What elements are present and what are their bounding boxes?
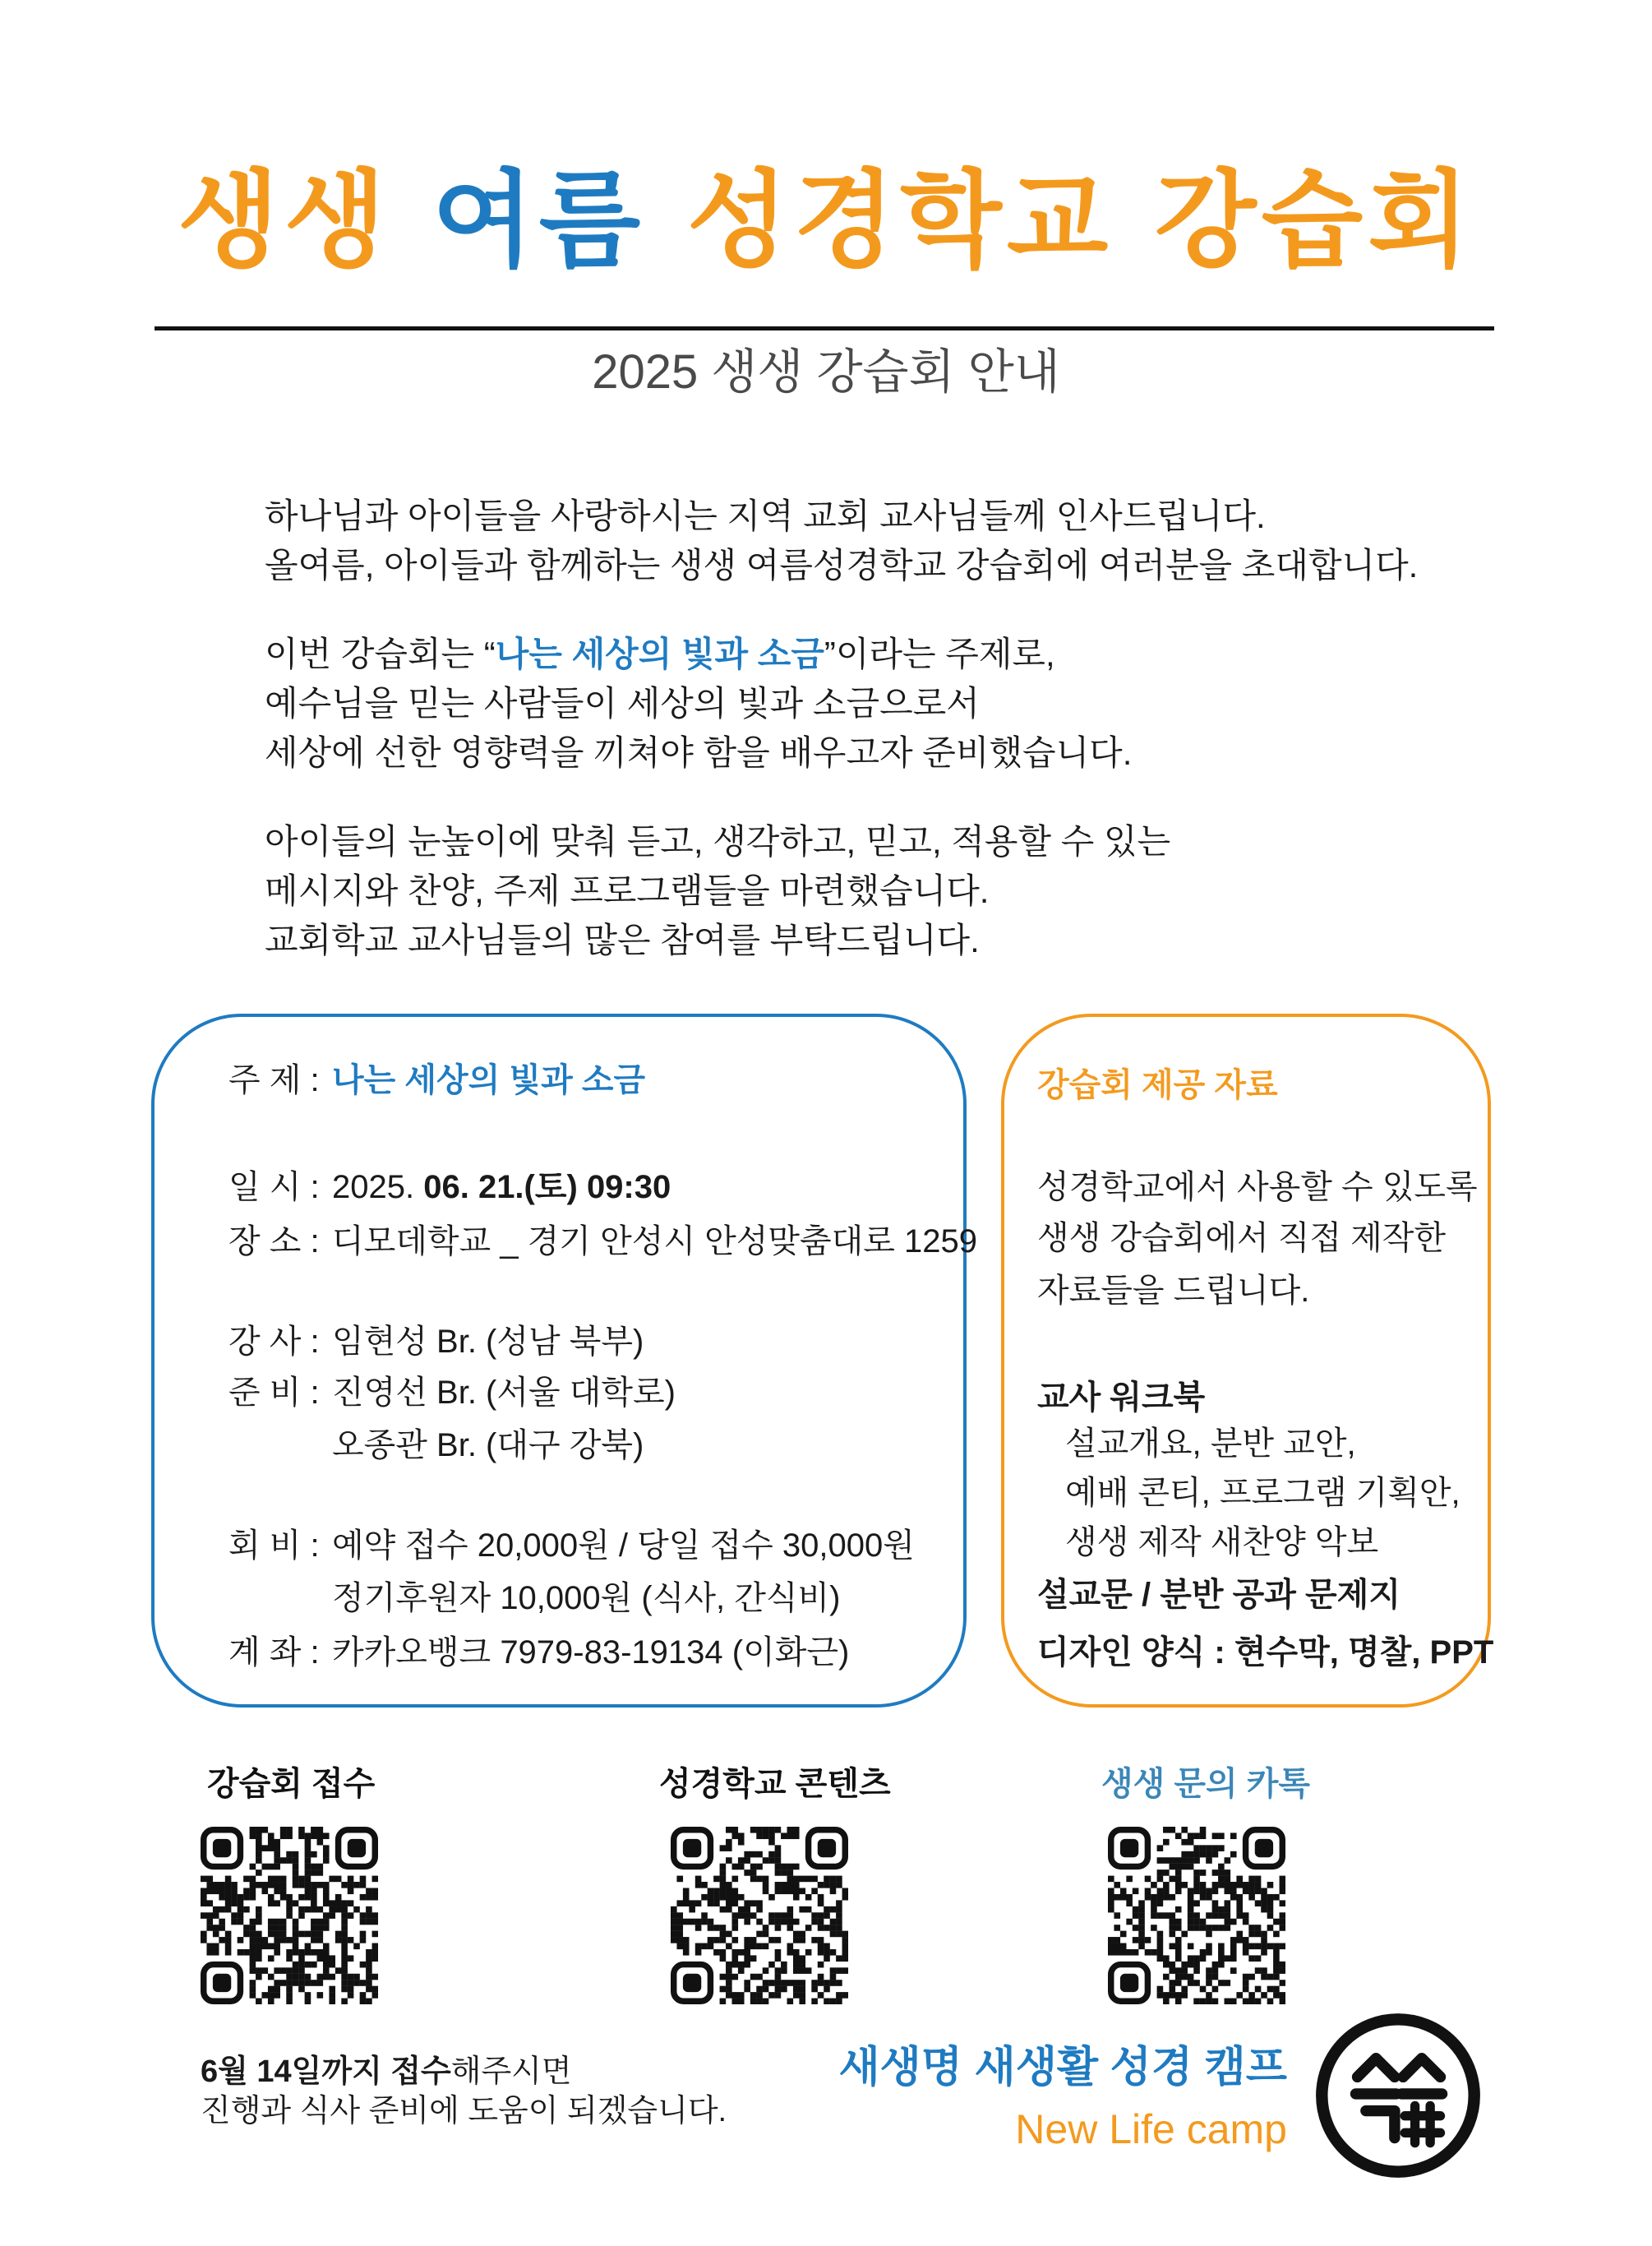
materials-workbook-item: 예배 콘티, 프로그램 기획안, [1065,1475,1460,1511]
title-divider [155,326,1494,330]
info-place-value: 디모데학교 _ 경기 안성시 안성맞춤대로 1259 [332,1223,978,1259]
info-fee-value1: 예약 접수 20,000원 / 당일 접수 30,000원 [332,1527,915,1564]
page-subtitle: 2025 생생 강습회 안내 [592,345,1060,399]
info-prep-label: 준 비 : [228,1375,320,1411]
qr-code-registration[interactable] [201,1827,378,2004]
intro-line: 세상에 선한 영향력을 끼쳐야 함을 배우고자 준비했습니다. [265,733,1133,772]
materials-workbook-item: 생생 제작 새찬양 악보 [1065,1524,1379,1560]
camp-logo-icon [1313,2011,1483,2180]
note-deadline: 6월 14일까지 접수 [201,2054,451,2089]
info-fee-value2: 정기후원자 10,000원 (식사, 간식비) [332,1580,841,1616]
info-place-label: 장 소 : [228,1223,320,1259]
materials-desc: 성경학교에서 사용할 수 있도록 [1037,1169,1478,1205]
camp-name-en: New Life camp [1015,2106,1287,2152]
info-date-value: 06. 21.(토) 09:30 [414,1169,671,1205]
info-place [228,1222,977,1261]
page-title [0,159,1652,282]
intro-theme-highlight: 나는 세상의 빛과 소금 [495,635,824,673]
info-theme-value: 나는 세상의 빛과 소금 [332,1062,646,1098]
materials-workbook-item: 설교개요, 분반 교안, [1065,1426,1356,1462]
info-speaker [228,1322,644,1361]
info-speaker-value: 임현성 Br. (성남 북부) [332,1324,644,1360]
materials-design-item: 디자인 양식 : 현수막, 명찰, PPT [1037,1634,1494,1671]
info-fee-label: 회 비 : [228,1527,320,1564]
info-theme-label: 주 제 : [228,1062,320,1098]
title-part2: 여름 [431,159,646,282]
intro-letter [265,492,1497,1005]
info-date [228,1167,671,1207]
intro-line: 예수님을 믿는 사람들이 세상의 빛과 소금으로서 [265,684,980,723]
intro-paragraph-1 [265,492,1497,590]
info-account-label: 계 좌 : [228,1634,320,1671]
note-line1-rest: 해주시면 [450,2054,572,2089]
info-theme [228,1061,645,1100]
qr-code-kakao[interactable] [1108,1827,1285,2004]
intro-line: 하나님과 아이들을 사랑하시는 지역 교회 교사님들께 인사드립니다. [265,497,1266,535]
camp-name: 새생명 새생활 성경 캠프 [838,2044,1287,2091]
intro-line: 메시지와 찬양, 주제 프로그램들을 마련했습니다. [265,871,990,910]
intro-theme-post: ”이라는 주제로, [824,635,1055,673]
info-speaker-label: 강 사 : [228,1324,320,1360]
materials-workbook-title: 교사 워크북 [1037,1379,1206,1416]
registration-note [201,2054,572,2091]
note-line2: 진행과 식사 준비에 도움이 되겠습니다. [201,2094,727,2128]
info-account-value: 카카오뱅크 7979-83-19134 (이화근) [332,1634,850,1671]
intro-line: 올여름, 아이들과 함께하는 생생 여름성경학교 강습회에 여러분을 초대합니다. [265,546,1419,585]
info-prep [228,1373,676,1412]
info-prep-value2: 오종관 Br. (대구 강북) [332,1427,644,1463]
title-part3: 성경학교 강습회 [686,159,1474,282]
intro-paragraph-3 [265,817,1497,965]
title-part1: 생생 [178,159,391,282]
qr-label-kakao: 생생 문의 카톡 [1101,1766,1311,1802]
info-prep-2 [228,1426,644,1465]
info-fee [228,1526,915,1565]
info-fee-2 [228,1578,840,1618]
qr-label-registration: 강습회 접수 [207,1766,376,1802]
qr-label-contents: 성경학교 콘텐츠 [659,1766,891,1802]
intro-line: 아이들의 눈높이에 맞춰 듣고, 생각하고, 믿고, 적용할 수 있는 [265,822,1171,861]
info-date-label: 일 시 : [228,1169,320,1205]
intro-paragraph-2 [265,630,1497,778]
materials-sermon-item: 설교문 / 분반 공과 문제지 [1037,1577,1401,1613]
info-prep-value1: 진영선 Br. (서울 대학로) [332,1375,676,1411]
intro-theme-pre: 이번 강습회는 “ [265,635,496,673]
info-account [228,1633,849,1672]
qr-code-contents[interactable] [671,1827,848,2004]
info-date-pre: 2025. [332,1169,415,1205]
materials-desc: 자료들을 드립니다. [1037,1273,1310,1309]
materials-heading: 강습회 제공 자료 [1037,1067,1278,1103]
intro-line [265,630,1497,679]
materials-desc: 생생 강습회에서 직접 제작한 [1037,1220,1447,1256]
intro-line: 교회학교 교사님들의 많은 참여를 부탁드립니다. [265,921,980,959]
